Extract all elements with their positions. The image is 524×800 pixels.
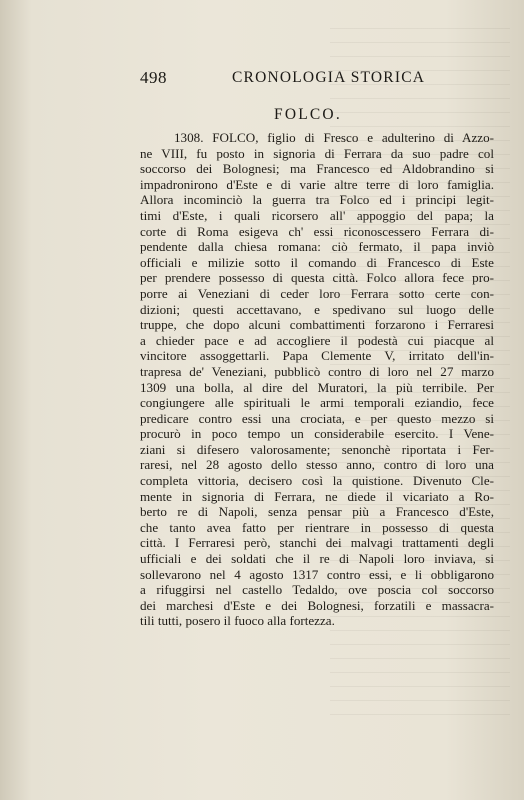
text-line: porre ai Veneziani di ceder loro Ferrara sotto certe con- [140,285,494,301]
text-line: ufficiali e dei soldati che il re di Napoli loro inviava, si [140,551,494,567]
text-line: congiungere alle spirituali le armi temporali eziandio, fece [140,395,494,411]
text-line: Allora incominciò la guerra tra Folco ed i principi legit- [140,192,494,208]
text-line: impadronirono d'Este e di varie altre terre di loro famiglia. [140,176,494,192]
text-line: a rifuggirsi nel castello Tedaldo, ove poscia col soccorso [140,582,494,598]
running-title: CRONOLOGIA STORICA [232,69,426,86]
text-line: berto re di Napoli, senza pensar più a Francesco d'Este, [140,504,494,520]
text-line: dizioni; questi accettavano, e spedivano sul luogo delle [140,301,494,317]
text-line: per prendere possesso di questa città. Folco allora fece pro- [140,270,494,286]
running-header [140,68,494,88]
text-line: ne VIII, fu posto in signoria di Ferrara da suo padre col [140,145,494,161]
text-line: mente in signoria di Ferrara, ne diede il vicariato a Ro- [140,488,494,504]
text-line: che tanto avea fatto per rientrare in possesso di questa [140,519,494,535]
text-line: tili tutti, posero il fuoco alla fortezza. [140,613,335,629]
page-number: 498 [140,68,167,87]
text-line: 1309 una bolla, al dire del Muratori, la più terribile. Per [140,379,494,395]
text-line: predicare contro essi una crociata, e per questo mezzo si [140,410,494,426]
section-title: FOLCO. [274,106,342,123]
text-line: procurò in poco tempo un considerabile esercito. I Vene- [140,426,494,442]
text-line: soccorso dei Bolognesi; ma Francesco ed Aldobrandino si [140,161,494,177]
text-line: truppe, che dopo alcuni combattimenti forzarono i Ferraresi [140,317,494,333]
text-line: vincitore assoggettarli. Papa Clemente V, irritato dell'in- [140,348,494,364]
text-line: raresi, nel 28 agosto dello stesso anno, contro di loro una [140,457,494,473]
text-line: pendente dalla chiesa romana: ciò fermato, il papa inviò [140,239,494,255]
text-line: dei marchesi d'Este e dei Bolognesi, forzatili e massacra- [140,597,494,613]
text-line: corte di Roma esigeva ch' essi riconoscessero Ferrara di- [140,223,494,239]
text-line: officiali e milizie sotto il comando di Francesco di Este [140,254,494,270]
text-line: città. I Ferraresi però, stanchi dei malvagi trattamenti degli [140,535,494,551]
text-line: sollevarono nel 4 agosto 1317 contro essi, e li obbligarono [140,566,494,582]
body-paragraph [140,130,494,629]
text-line: timi d'Este, i quali ricorsero all' appoggio del papa; la [140,207,494,223]
text-line: ziani si difesero valorosamente; senonchè riportata i Fer- [140,441,494,457]
text-line: trapresa de' Veneziani, pubblicò contro di loro nel 27 marzo [140,363,494,379]
text-line: a chieder pace e ad accogliere il podestà cui piacque al [140,332,494,348]
text-line: 1308. FOLCO, figlio di Fresco e adulterino di Azzo- [174,130,494,145]
text-line: completa vittoria, decisero così la quistione. Divenuto Cle- [140,473,494,489]
